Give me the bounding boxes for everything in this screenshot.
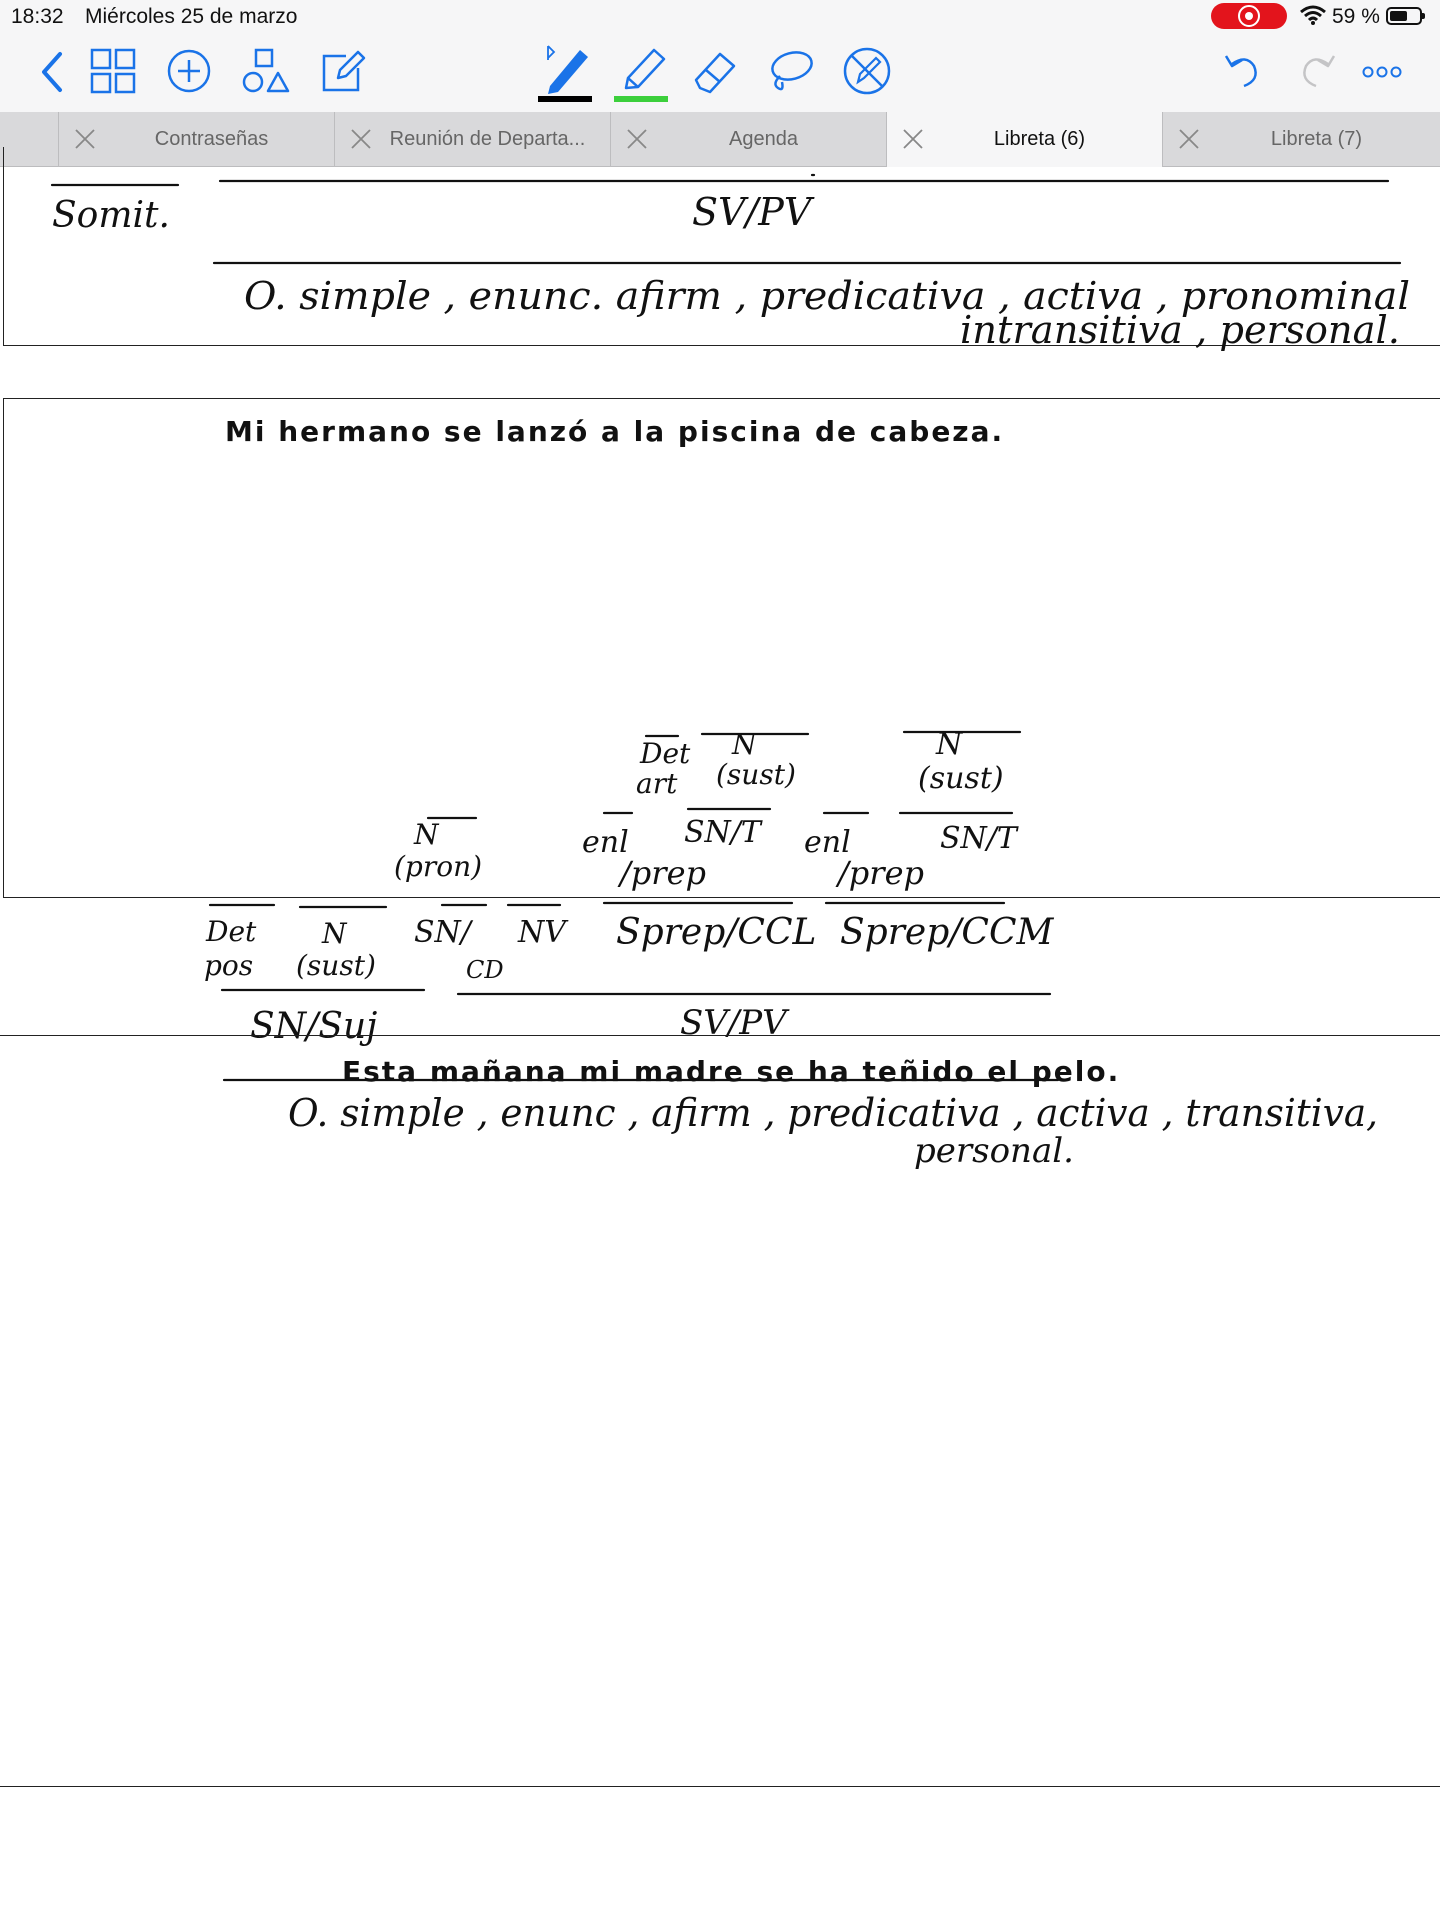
sv-pv-label: SV/PV [692,190,812,234]
tab-label: Reunión de Departa... [389,128,586,150]
det-pos-label [204,915,265,982]
exercise-box-3-bottom [0,1786,1440,1787]
n-label: N [732,728,757,761]
enl-1-label: enl [582,825,629,860]
classification-line-2: intransitiva , personal. [960,308,1400,352]
tab-label: Agenda [729,128,798,150]
shapes-icon[interactable] [242,48,290,94]
n-label: N [936,727,963,762]
battery-icon [1386,7,1422,25]
somit-label: Somit. [52,195,170,236]
handwritten-analysis-1 [0,167,1440,367]
classification-line-1-b2: O. simple , enunc , afirm , predicativa , activa , transitiva, [288,1091,1378,1135]
exercise-box-3-top [0,1035,1440,1036]
undo-icon[interactable] [1222,50,1262,92]
grid-view-icon[interactable] [90,48,136,94]
lasso-icon[interactable] [766,48,816,94]
edit-icon[interactable] [320,48,366,94]
more-icon[interactable] [1362,64,1402,80]
redo-icon[interactable] [1298,50,1338,92]
status-time: 18:32 [11,5,64,28]
cd-label: CD [466,956,504,984]
screen-recording-icon[interactable] [1211,3,1287,29]
sn-t-1-label: SN/T [684,815,761,850]
tab-label: Libreta (7) [1270,128,1363,150]
nv-label: NV [518,915,566,950]
sn-label: SN/ [414,915,471,950]
n-sust-2-label [918,727,1004,796]
prep-2-label: /prep [838,854,924,892]
det-label: Det [640,737,691,770]
det-art-label [636,737,699,800]
eraser-icon[interactable] [690,48,740,94]
n-sust-1-label [716,728,796,791]
enl-2-label: enl [804,825,851,860]
sprep-ccm-label: Sprep/CCM [840,912,1054,953]
classification-line-2-b2: personal. [914,1131,1074,1171]
n-label: N [414,818,439,851]
n-pron-label [394,818,482,883]
tab-label: Libreta (6) [993,128,1086,150]
bluetooth-pen-icon[interactable] [536,42,594,104]
sn-cd-label [414,915,504,984]
toolbar [0,32,1440,112]
sust-label: (sust) [296,949,376,982]
sprep-ccl-label: Sprep/CCL [616,912,817,953]
classification-line-1: O. simple , enunc. afirm , predicativa , activa , pronominal [244,274,1410,318]
status-bar [0,0,1440,32]
notebook-page[interactable] [0,167,1440,1920]
sust-label: (sust) [918,761,1004,796]
det-label: Det [206,915,257,948]
n-sust-3-label [296,917,376,982]
back-chevron-icon[interactable] [38,50,66,94]
exercise-sentence-2: Mi hermano se lanzó a la piscina de cabeza. [225,415,1005,448]
status-date: Miércoles 25 de marzo [85,5,298,28]
sn-t-2-label: SN/T [940,821,1017,856]
exercise-sentence-3: Esta mañana mi madre se ha teñido el pelo. [342,1055,1121,1088]
wifi-icon [1300,4,1326,31]
battery-percent: 59 % [1332,5,1380,28]
prep-1-label: /prep [620,854,706,892]
art-label: art [636,767,678,800]
sust-label: (sust) [716,758,796,791]
sn-suj-label: SN/Suj [250,1006,378,1047]
highlighter-icon[interactable] [612,42,670,104]
no-touch-icon[interactable] [842,46,892,96]
add-icon[interactable] [166,48,212,94]
sv-pv-label-2: SV/PV [680,1003,787,1043]
n-label: N [322,917,347,950]
tab-label: Contraseñas [154,128,269,150]
pron-label: (pron) [394,850,483,883]
pos-label: pos [204,949,254,982]
